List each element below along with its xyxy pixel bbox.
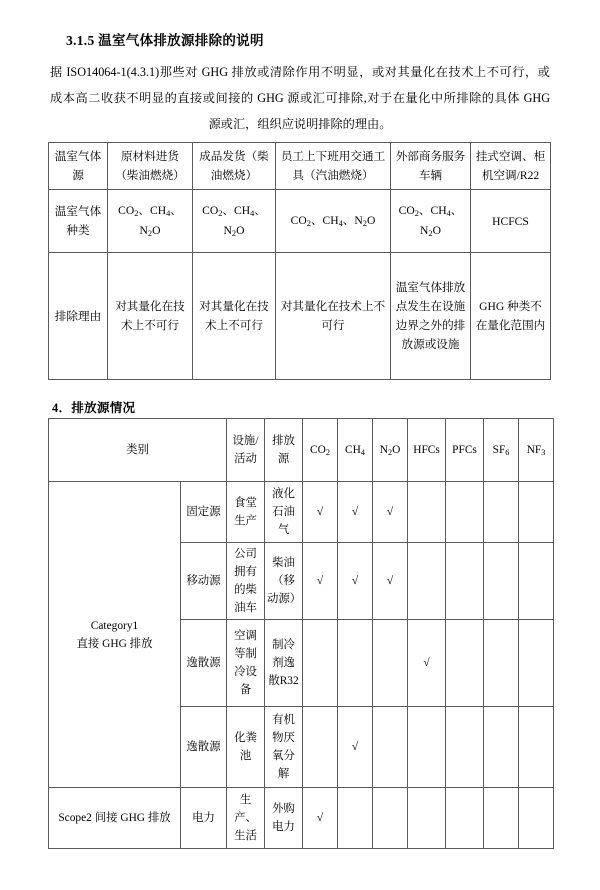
table-row	[49, 253, 551, 380]
section-4-heading: 4．排放源情况	[52, 401, 136, 415]
header-gas-co2: $CO_2$	[303, 419, 338, 482]
row-source: 有机物厌氧分解	[265, 707, 303, 788]
gas-line-a: $CO_2$、$CH_4$、	[398, 204, 463, 219]
tick-co2	[303, 620, 338, 707]
tick-co2: √	[303, 788, 338, 849]
intro-paragraph	[50, 59, 550, 137]
row-subcategory: 固定源	[181, 482, 227, 543]
row-label-gas-type: 温室气体种类	[49, 190, 108, 253]
tick-sf6	[484, 707, 519, 788]
row-source: 液化石油气	[265, 482, 303, 543]
exclusion-reason-5: GHG 种类不在量化范围内	[471, 253, 551, 380]
scope2-facility: 生产、生活	[227, 788, 265, 849]
scope2-category: Scope2 间接 GHG 排放	[49, 788, 181, 849]
section-heading: 3.1.5 温室气体排放源排除的说明	[66, 33, 264, 48]
tick-co2	[303, 707, 338, 788]
header-gas-ch4: $CH_4$	[338, 419, 373, 482]
tick-n2o	[373, 707, 408, 788]
intro-line-3: 源或汇，组织应说明排除的理由。	[208, 117, 392, 131]
exclusion-reason-1: 对其量化在技术上不可行	[108, 253, 193, 380]
exclusion-source-4: 外部商务服务车辆	[391, 143, 471, 190]
exclusion-source-2: 成品发货（柴油燃烧）	[193, 143, 276, 190]
tick-pfcs	[446, 482, 484, 543]
table-row	[49, 482, 554, 543]
gas-line-a: HCFCS	[492, 214, 529, 228]
gas-line-a: $CO_2$、$CH_4$、$N_2O$	[290, 214, 376, 229]
tick-co2: √	[303, 482, 338, 543]
scope2-subcategory: 电力	[181, 788, 227, 849]
row-subcategory: 移动源	[181, 543, 227, 620]
exclusion-source-5: 挂式空调、柜机空调/R22	[471, 143, 551, 190]
header-gas-nf3: $NF_3$	[519, 419, 554, 482]
category-group-label	[49, 482, 181, 788]
tick-ch4: √	[338, 543, 373, 620]
header-gas-pfcs: PFCs	[446, 419, 484, 482]
scope2-source: 外购电力	[265, 788, 303, 849]
header-facility: 设施/活动	[227, 419, 265, 482]
tick-co2: √	[303, 543, 338, 620]
tick-hfcs	[408, 788, 446, 849]
gas-line-b: $N_2O$	[223, 224, 245, 239]
exclusion-gas-3	[276, 190, 391, 253]
row-facility: 化粪池	[227, 707, 265, 788]
intro-line-2: 成本高二收获不明显的直接或间接的 GHG 源或汇可排除,对于在量化中所排除的具体 GHG	[50, 91, 550, 105]
tick-hfcs	[408, 707, 446, 788]
header-source: 排放源	[265, 419, 303, 482]
exclusion-reason-3: 对其量化在技术上不可行	[276, 253, 391, 380]
tick-nf3	[519, 620, 554, 707]
tick-hfcs	[408, 482, 446, 543]
exclusion-gas-5	[471, 190, 551, 253]
emission-sources-table	[48, 418, 554, 849]
exclusion-gas-4	[391, 190, 471, 253]
tick-pfcs	[446, 543, 484, 620]
row-subcategory: 逸散源	[181, 707, 227, 788]
tick-pfcs	[446, 788, 484, 849]
tick-pfcs	[446, 620, 484, 707]
tick-ch4	[338, 788, 373, 849]
tick-n2o: √	[373, 543, 408, 620]
tick-ch4	[338, 620, 373, 707]
tick-ch4: √	[338, 707, 373, 788]
tick-nf3	[519, 543, 554, 620]
exclusion-gas-2	[193, 190, 276, 253]
row-source: 柴油（移动源）	[265, 543, 303, 620]
gas-line-b: $N_2O$	[420, 224, 441, 239]
exclusion-gas-1	[108, 190, 193, 253]
header-gas-sf6: $SF_6$	[484, 419, 519, 482]
header-gas-hfcs: HFCs	[408, 419, 446, 482]
row-facility: 空调等制冷设备	[227, 620, 265, 707]
exclusion-reason-2: 对其量化在技术上不可行	[193, 253, 276, 380]
gas-line-a: $CO_2$、$CH_4$、	[118, 204, 182, 219]
tick-n2o	[373, 620, 408, 707]
tick-pfcs	[446, 707, 484, 788]
tick-hfcs: √	[408, 620, 446, 707]
tick-nf3	[519, 788, 554, 849]
gas-line-b: $N_2O$	[139, 224, 161, 239]
row-subcategory: 逸散源	[181, 620, 227, 707]
tick-sf6	[484, 620, 519, 707]
exclusion-source-1: 原材料进货（柴油燃烧）	[108, 143, 193, 190]
table-header-row	[49, 419, 554, 482]
category-group-line2: 直接 GHG 排放	[76, 637, 153, 650]
tick-sf6	[484, 788, 519, 849]
table-row	[49, 190, 551, 253]
row-label-reason: 排除理由	[49, 253, 108, 380]
table-row	[49, 143, 551, 190]
table-row-scope2	[49, 788, 554, 849]
tick-nf3	[519, 707, 554, 788]
tick-n2o	[373, 788, 408, 849]
category-group-line1: Category1	[90, 619, 139, 632]
exclusion-table	[48, 142, 551, 380]
tick-sf6	[484, 482, 519, 543]
exclusion-reason-4: 温室气体排放点发生在设施边界之外的排放源或设施	[391, 253, 471, 380]
tick-n2o: √	[373, 482, 408, 543]
gas-line-a: $CO_2$、$CH_4$、	[202, 204, 266, 219]
tick-nf3	[519, 482, 554, 543]
tick-sf6	[484, 543, 519, 620]
exclusion-source-3: 员工上下班用交通工具（汽油燃烧）	[276, 143, 391, 190]
row-facility: 食堂生产	[227, 482, 265, 543]
tick-hfcs	[408, 543, 446, 620]
intro-line-1: 据 ISO14064-1(4.3.1)那些对 GHG 排放或清除作用不明显，或对其量化在技术上不可行，或	[50, 65, 550, 79]
row-label-source: 温室气体源	[49, 143, 108, 190]
row-facility: 公司拥有的柴油车	[227, 543, 265, 620]
header-gas-n2o: $N_2O$	[373, 419, 408, 482]
header-category: 类别	[49, 419, 227, 482]
row-source: 制冷剂逸散R32	[265, 620, 303, 707]
tick-ch4: √	[338, 482, 373, 543]
